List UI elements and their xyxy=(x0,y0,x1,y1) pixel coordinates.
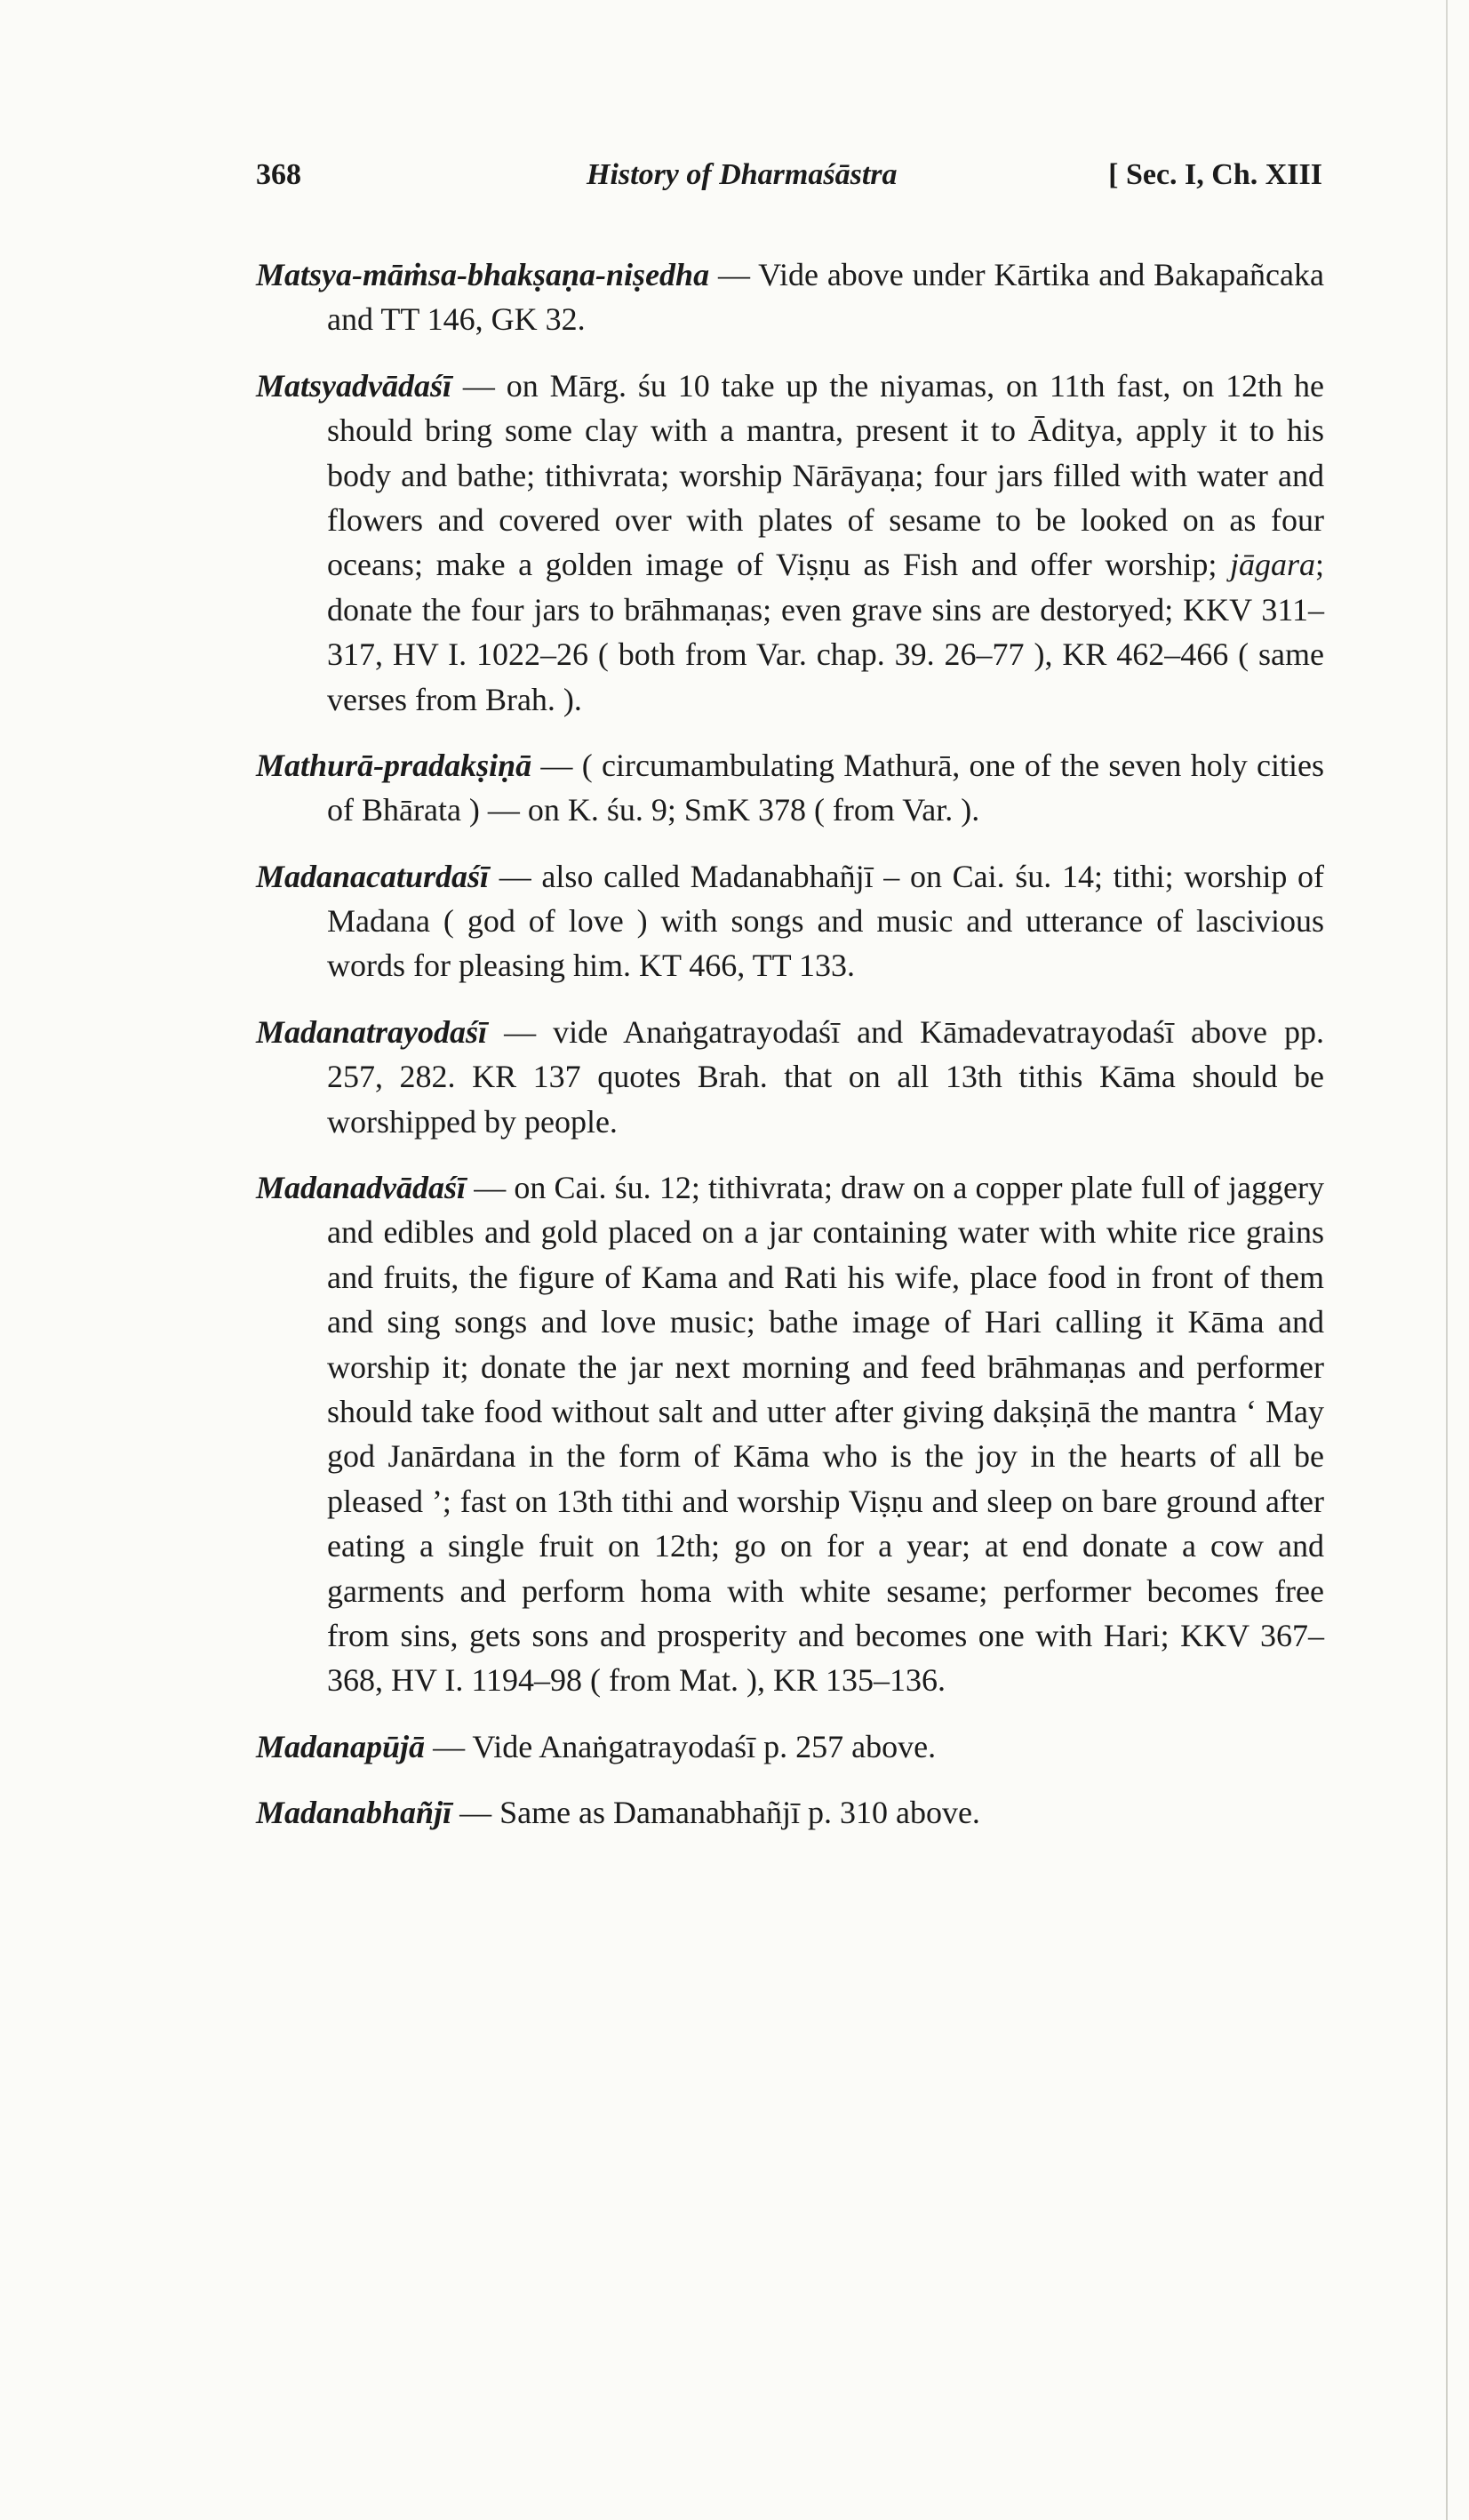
section-reference: [ Sec. I, Ch. XIII xyxy=(1108,158,1322,191)
entry-madanatrayodasi xyxy=(256,1010,1324,1144)
entry-headword: Matsya-māṁsa-bhakṣaṇa-niṣedha xyxy=(256,257,710,292)
entry-headword: Madanapūjā xyxy=(256,1728,426,1764)
entry-headword: Mathurā-pradakṣiṇā xyxy=(256,747,532,783)
running-title: History of Dharmaśāstra xyxy=(587,158,898,191)
scan-edge-line xyxy=(1446,0,1448,2520)
page-number: 368 xyxy=(256,158,301,191)
entry-text-continued: ; donate the four jars to brāhmaṇas; even grave sins are destoryed; KKV 311–317, HV I. 1022–26 ( both from Var. chap. 39. 26–77 ), KR 462–466 ( same verses from Brah. ). xyxy=(327,547,1324,717)
entry-headword: Madanacaturdaśī xyxy=(256,858,490,894)
entry-text: — Same as Damanabhañjī p. 310 above. xyxy=(451,1795,980,1831)
entry-headword: Madanabhañjī xyxy=(256,1795,452,1831)
entry-matsya-mamsa xyxy=(256,252,1324,342)
page-body xyxy=(256,252,1324,1857)
entry-text: — also called Madanabhañjī – on Cai. śu. 14; tithi; worship of Madana ( god of love ) with songs and music and utterance of lascivious words for pleasing him. KT 466, TT 133. xyxy=(327,858,1324,984)
entry-italic-term: jāgara xyxy=(1229,547,1315,583)
entry-headword: Matsyadvādaśī xyxy=(256,367,451,404)
entry-madanadvadasi xyxy=(256,1165,1324,1703)
entry-mathura-pradaksina xyxy=(256,743,1324,833)
entry-text: — on Mārg. śu 10 take up the niyamas, on 11th fast, on 12th he should bring some clay with a mantra, present it to Āditya, apply it to his body and bathe; tithivrata; worship Nārāyaṇa; four jars filled with water and flowers and covered over with plates of sesame to be looked on as four oceans; make a golden image of Viṣṇu as Fish and offer worship; xyxy=(327,367,1324,583)
entry-text: — Vide Anaṅgatrayodaśī p. 257 above. xyxy=(425,1728,937,1764)
entry-text: — vide Anaṅgatrayodaśī and Kāmadevatrayodaśī above pp. 257, 282. KR 137 quotes Brah. that on all 13th tithis Kāma should be worshipped by people. xyxy=(327,1013,1324,1140)
page-header xyxy=(256,158,1322,212)
entry-text: — Vide above under Kārtika and Bakapañcaka and TT 146, GK 32. xyxy=(327,257,1324,338)
entry-headword: Madanatrayodaśī xyxy=(256,1013,488,1050)
entry-madanabhanji xyxy=(256,1790,1324,1835)
entry-headword: Madanadvādaśī xyxy=(256,1170,467,1206)
entry-madanacaturdasi xyxy=(256,854,1324,988)
entry-madanapuja xyxy=(256,1724,1324,1769)
entry-matsyadvadasi xyxy=(256,364,1324,722)
entry-text: — on Cai. śu. 12; tithivrata; draw on a copper plate full of jaggery and edibles and gold placed on a jar containing water with white rice grains and fruits, the figure of Kama and Rati his wife, place food in front of them and sing songs and love music; bathe image of Hari calling it Kāma and worship it; donate the jar next morning and feed brāhmaṇas and performer should take food without salt and utter after giving dakṣiṇā the mantra ‘ May god Janārdana in the form of Kāma who is the joy in the hearts of all be pleased ’; fast on 13th tithi and worship Viṣṇu and sleep on bare ground after eating a single fruit on 12th; go on for a year; at end donate a cow and garments and perform homa with white sesame; performer becomes free from sins, gets sons and prosperity and becomes one with Hari; KKV 367–368, HV I. 1194–98 ( from Mat. ), KR 135–136. xyxy=(327,1170,1324,1699)
entry-text: — ( circumambulating Mathurā, one of the seven holy cities of Bhārata ) — on K. śu. 9; SmK 378 ( from Var. ). xyxy=(327,747,1324,828)
